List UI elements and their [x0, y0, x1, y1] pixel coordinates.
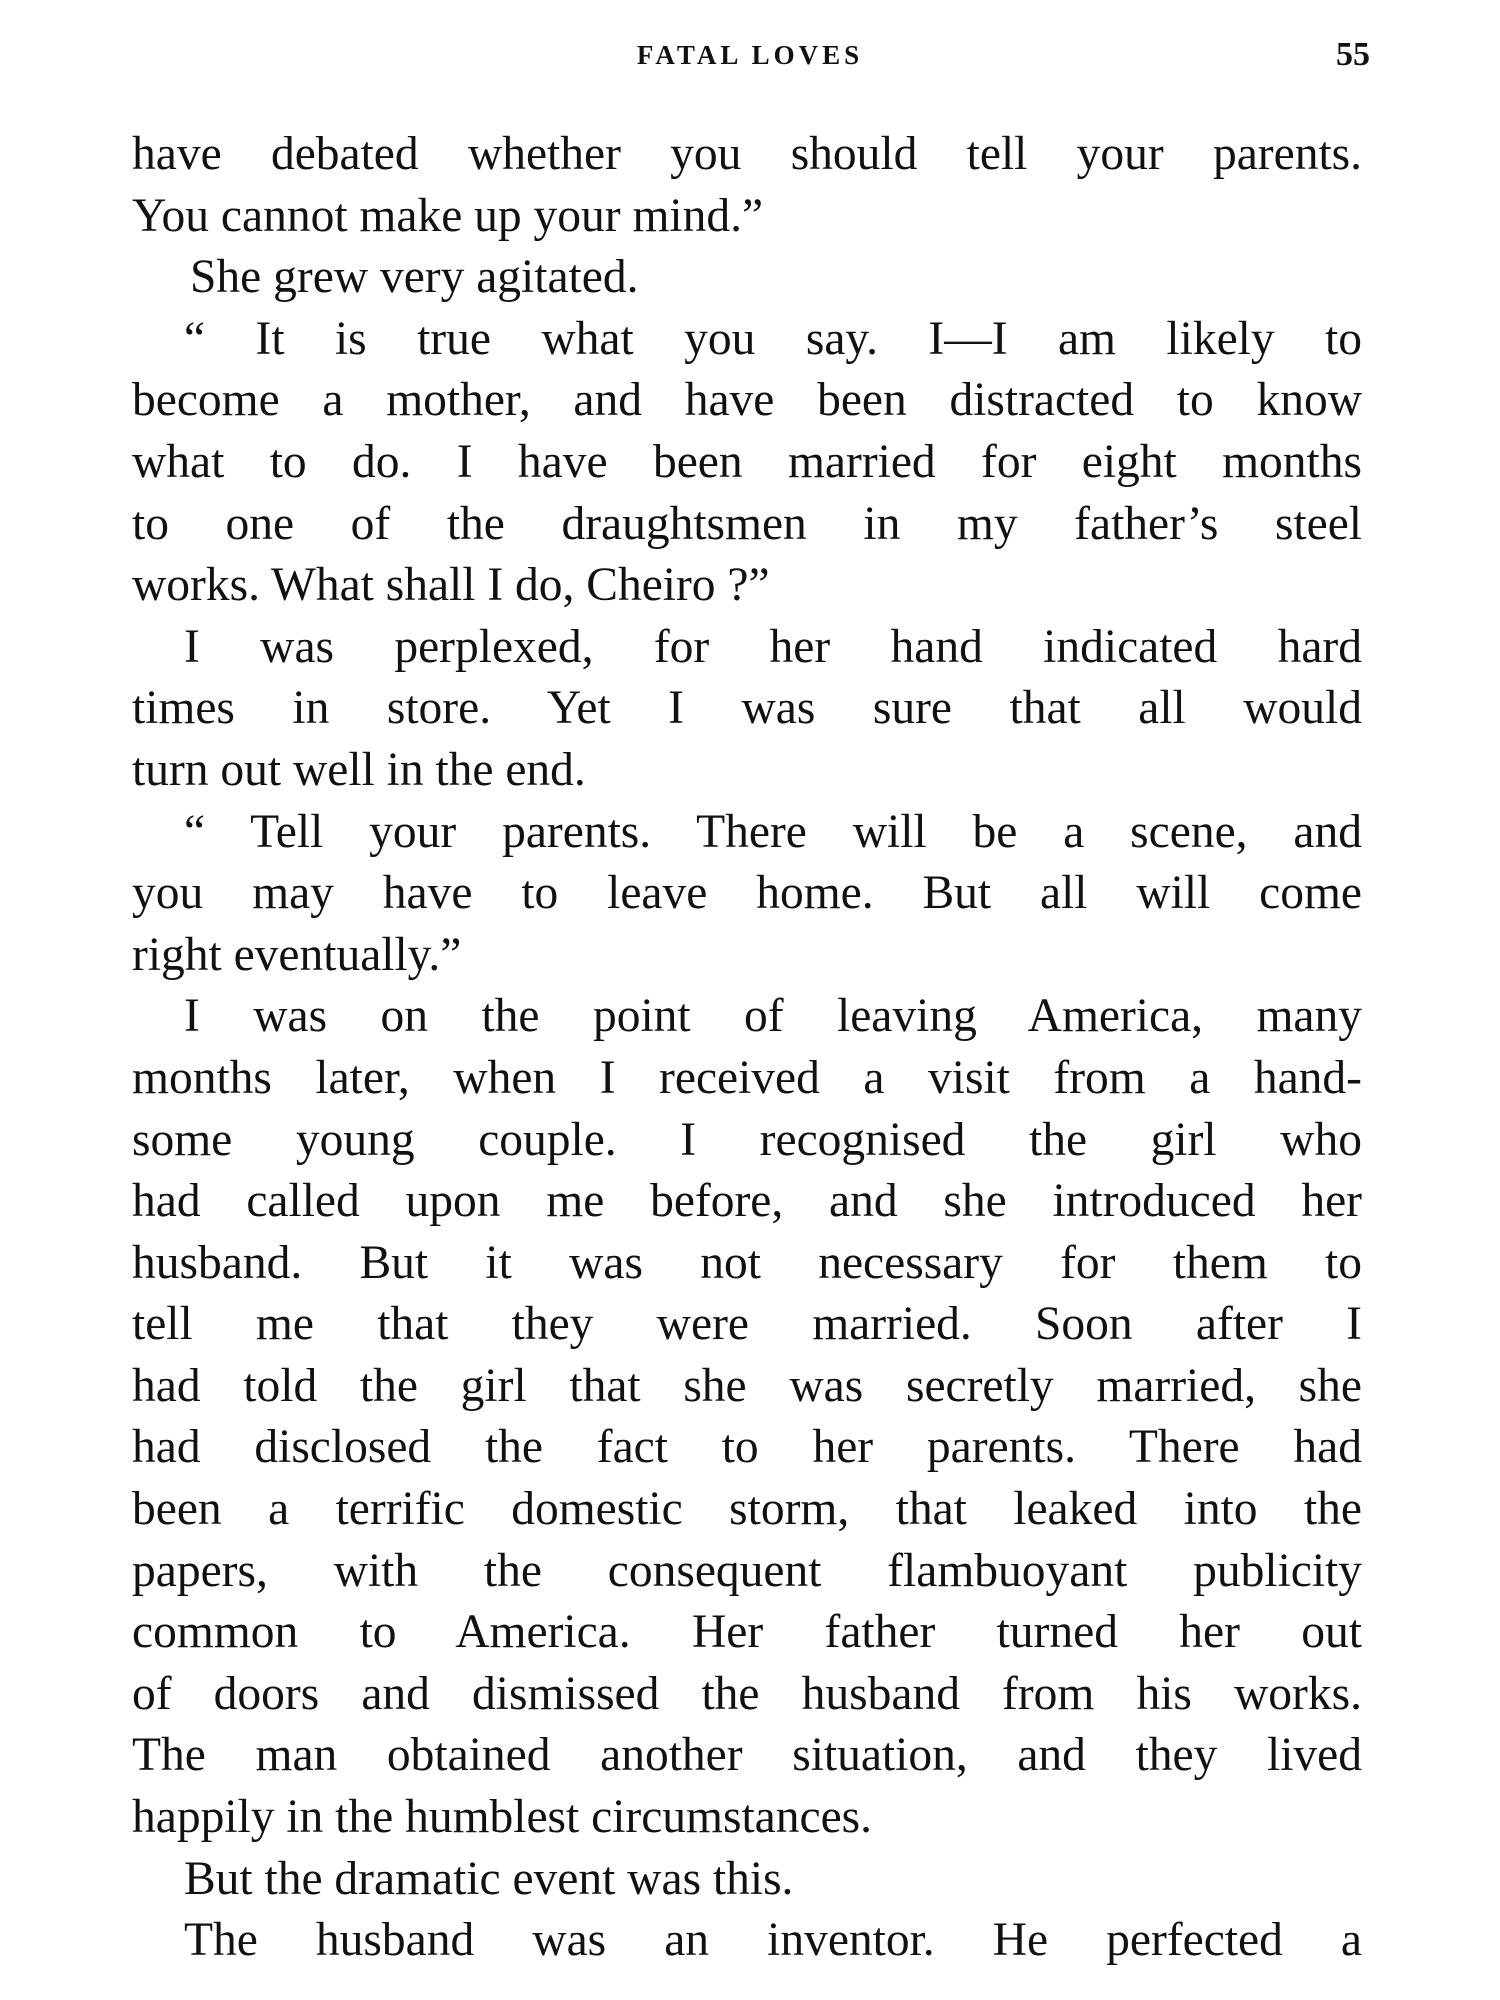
page-number: 55: [1336, 36, 1370, 73]
text-line: “ Tell your parents. There will be a scene, and: [184, 805, 1362, 858]
text-line: happily in the humblest circumstances.: [132, 1791, 873, 1844]
text-line: what to do. I have been married for eight months: [132, 435, 1362, 488]
text-line: had called upon me before, and she introduced her: [132, 1175, 1362, 1228]
running-head: [130, 36, 1370, 86]
text-line: have debated whether you should tell your parents.: [132, 128, 1362, 180]
text-line: of doors and dismissed the husband from his works.: [132, 1667, 1362, 1720]
text-line: turn out well in the end.: [132, 743, 586, 796]
text-line: The husband was an inventor. He perfected a: [184, 1914, 1362, 1967]
text-line: right eventually.”: [132, 928, 462, 981]
text-line: become a mother, and have been distracted to know: [132, 374, 1362, 427]
text-line: to one of the draughtsmen in my father’s steel: [132, 497, 1362, 550]
body-text: [132, 124, 1362, 1972]
text-line: you may have to leave home. But all will come: [132, 867, 1362, 920]
text-line: had disclosed the fact to her parents. There had: [132, 1421, 1362, 1474]
text-line: tell me that they were married. Soon after I: [132, 1298, 1362, 1351]
text-line: been a terrific domestic storm, that leaked into the: [132, 1483, 1362, 1536]
text-line: She grew very agitated.: [190, 251, 639, 304]
text-line: some young couple. I recognised the girl who: [132, 1113, 1362, 1166]
text-line: papers, with the consequent flambuoyant publicity: [132, 1544, 1362, 1597]
text-line: times in store. Yet I was sure that all would: [132, 682, 1362, 735]
text-line: months later, when I received a visit from a hand-: [132, 1051, 1362, 1104]
text-line: You cannot make up your mind.”: [132, 189, 764, 242]
text-line: works. What shall I do, Cheiro ?”: [132, 559, 770, 612]
text-line: The man obtained another situation, and they lived: [132, 1729, 1362, 1782]
text-line: husband. But it was not necessary for them to: [132, 1236, 1362, 1289]
text-line: But the dramatic event was this.: [184, 1852, 794, 1905]
text-line: I was perplexed, for her hand indicated hard: [184, 620, 1362, 673]
running-head-title: FATAL LOVES: [636, 40, 864, 70]
text-line: had told the girl that she was secretly married, she: [132, 1359, 1362, 1412]
text-line: “ It is true what you say. I—I am likely to: [184, 312, 1362, 365]
text-line: I was on the point of leaving America, many: [184, 990, 1362, 1043]
text-line: common to America. Her father turned her out: [132, 1606, 1362, 1659]
